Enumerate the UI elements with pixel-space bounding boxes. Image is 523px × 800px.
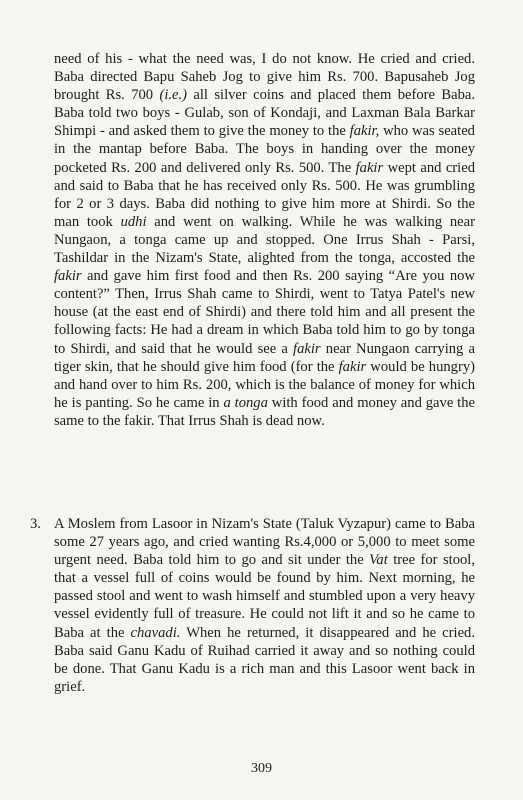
italic-text-run: a tonga [223,394,268,411]
italic-text-run: Vat [369,552,388,569]
italic-text-run: fakir, [349,123,380,140]
italic-text-run: (i.e.) [159,87,188,104]
text-run: would be hungry) and hand over to him Rs. 200, which is the balance of money for which he is panting. So he came in [54,358,475,411]
italic-text-run: chavadi. [130,624,181,641]
italic-text-run: fakir [54,268,82,285]
paragraph-continuation [54,50,475,430]
text-run: When he returned, it disappeared and he cried. Baba said Ganu Kadu of Ruihad carried it away and so nothing could be done. That Ganu Kadu is a rich man and this Lasoor went back in grief. [54,624,475,695]
page-number: 309 [251,761,272,776]
text-run: all silver coins and placed them before Baba. Baba told two boys - Gulab, son of Kondaji, and Laxman Bala Barkar Shimpi - and asked them to give the money to the [54,87,475,140]
text-run: and went on walking. While he was walking near Nungaon, a tonga came up and stopped. One Irrus Shah - Parsi, Tashildar in the Nizam's State, alighted from the tonga, accosted the [54,213,475,267]
text-run: wept and cried and said to Baba that he has received only Rs. 500. He was grumbling for 2 or 3 days. Baba did nothing to give him more at Shirdi. So the man took [54,159,475,230]
italic-text-run: fakir [338,358,367,375]
text-run: near Nungaon carrying a tiger skin, that he should give him food (for the [54,340,475,375]
text-run: who was seated in the mantap before Baba. The boys in handing over the money pocketed Rs. 200 and delivered only Rs. 500. The [54,123,475,176]
italic-text-run: fakir [293,340,321,357]
text-run: tree for stool, that a vessel full of coins would be found by him. Next morning, he passed stool and went to wash himself and stumbled upon a very heavy vessel evidently full of treasure. He could not lift it and so he came to Baba at the [54,552,475,641]
paragraph-item-3 [54,515,475,696]
italic-text-run: fakir [355,159,384,176]
text-run: and gave him first food and then Rs. 200 saying “Are you now content?” Then, Irrus Shah came to Shirdi, went to Tatya Patel's new house (at the east end of Shirdi) and there told him and all present the following facts: He had a dream in which Baba told him to go by tonga to Shirdi, and said that he would see a [54,268,475,357]
text-run: A Moslem from Lasoor in Nizam's State (Taluk Vyzapur) came to Baba some 27 years ago, and cried wanting Rs.4,000 or 5,000 to meet some urgent need. Baba told him to go and sit under the [54,516,475,569]
text-run: need of his - what the need was, I do not know. He cried and cried. Baba directed Bapu Saheb Jog to give him Rs. 700. Bapusaheb Jog brought Rs. 700 [54,51,475,104]
text-run: with food and money and gave the same to the fakir. That Irrus Shah is dead now. [54,394,476,429]
item-number: 3. [30,516,41,532]
italic-text-run: udhi [120,213,147,230]
